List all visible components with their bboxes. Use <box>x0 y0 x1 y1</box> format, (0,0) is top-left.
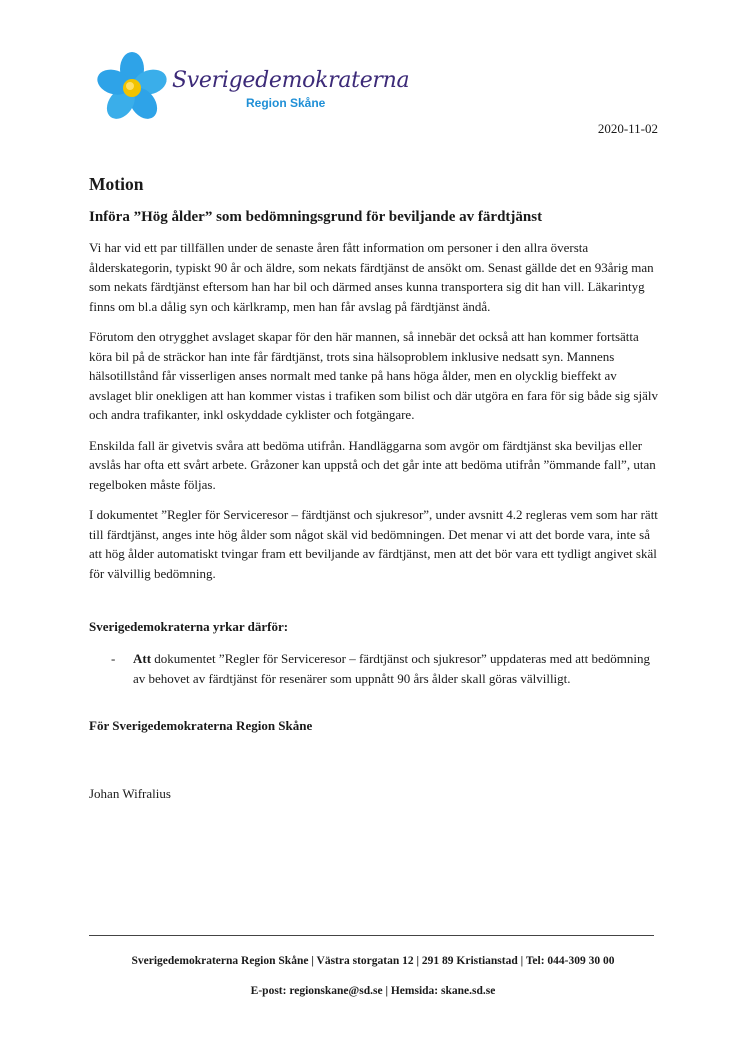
demand-lead: Att <box>133 651 152 666</box>
party-logo <box>94 52 410 124</box>
signoff: För Sverigedemokraterna Region Skåne <box>89 718 313 733</box>
paragraph-3: Enskilda fall är givetvis svåra att bedöma utifrån. Handläggarna som avgör om färdtjänst ska beviljas eller avslås har ofta ett svårt arbete. Gråzoner kan uppstå och det går inte att bedöma utifrån ”ömmande fall”, utan regelboken måste följas. <box>89 437 656 492</box>
list-dash: - <box>111 651 116 666</box>
document-date: 2020-11-02 <box>597 121 658 136</box>
document-title: Motion <box>89 174 144 194</box>
paragraph-2: Förutom den otrygghet avslaget skapar för den här mannen, så innebär det också att han kommer fortsätta köra bil på de sträckor han inte får färdtjänst, trots sina hälsoproblem inklusive nedsatt syn. Mannens hälsotillstånd får visserligen anses normalt med tanke på hans höga ålder, men en olycklig bieffekt av avslaget blir onekligen att han kommer vistas i trafiken som bilist och där utgöra en fara för sig både sig själv och andra trafikanter, inkl oskyddade cyklister och fotgängare. <box>89 329 658 422</box>
logo-region: Region Skåne <box>246 96 326 110</box>
footer-address: Sverigedemokraterna Region Skåne | Västra storgatan 12 | 291 89 Kristianstad | Tel: 044-309 30 00 <box>131 955 615 967</box>
flower-icon <box>94 52 174 124</box>
document-subtitle: Införa ”Hög ålder” som bedömningsgrund för beviljande av färdtjänst <box>89 209 543 225</box>
demand-text: dokumentet ”Regler för Serviceresor – färdtjänst och sjukresor” uppdateras med att bedömning av behovet av färdtjänst för resenärer som uppnått 90 års ålder skall göras välvilligt. <box>133 651 650 686</box>
demand-item <box>89 649 661 688</box>
paragraph-4: I dokumentet ”Regler för Serviceresor – färdtjänst och sjukresor”, under avsnitt 4.2 regleras vem som har rätt till färdtjänst, anges inte hög ålder som något skäl vid bedömningen. Det menar vi att det borde vara, inte så att hög ålder automatiskt tvingar fram ett beviljande av färdtjänst, men att det bör vara ett tydligt angivet skäl för välvillig bedömning. <box>89 507 658 581</box>
signer-name: Johan Wifralius <box>89 786 171 801</box>
paragraph-1: Vi har vid ett par tillfällen under de senaste åren fått information om personer i den allra översta ålderskategorin, typiskt 90 år och äldre, som nekats färdtjänst de ansökt om. Senast gällde det en 93årig man som nekats färdtjänst eftersom han har bil och därmed anses kunna transportera sig dit han vill. Läkarintyg finns om bl.a dålig syn och kärlkramp, men han får avslag på färdtjänst ändå. <box>89 240 654 314</box>
footer-divider <box>89 935 654 936</box>
footer-contact: E-post: regionskane@sd.se | Hemsida: skane.sd.se <box>250 985 496 997</box>
logo-wordmark: Sverigedemokraterna <box>172 68 410 93</box>
demand-heading: Sverigedemokraterna yrkar därför: <box>89 619 289 634</box>
document-body <box>89 174 661 802</box>
